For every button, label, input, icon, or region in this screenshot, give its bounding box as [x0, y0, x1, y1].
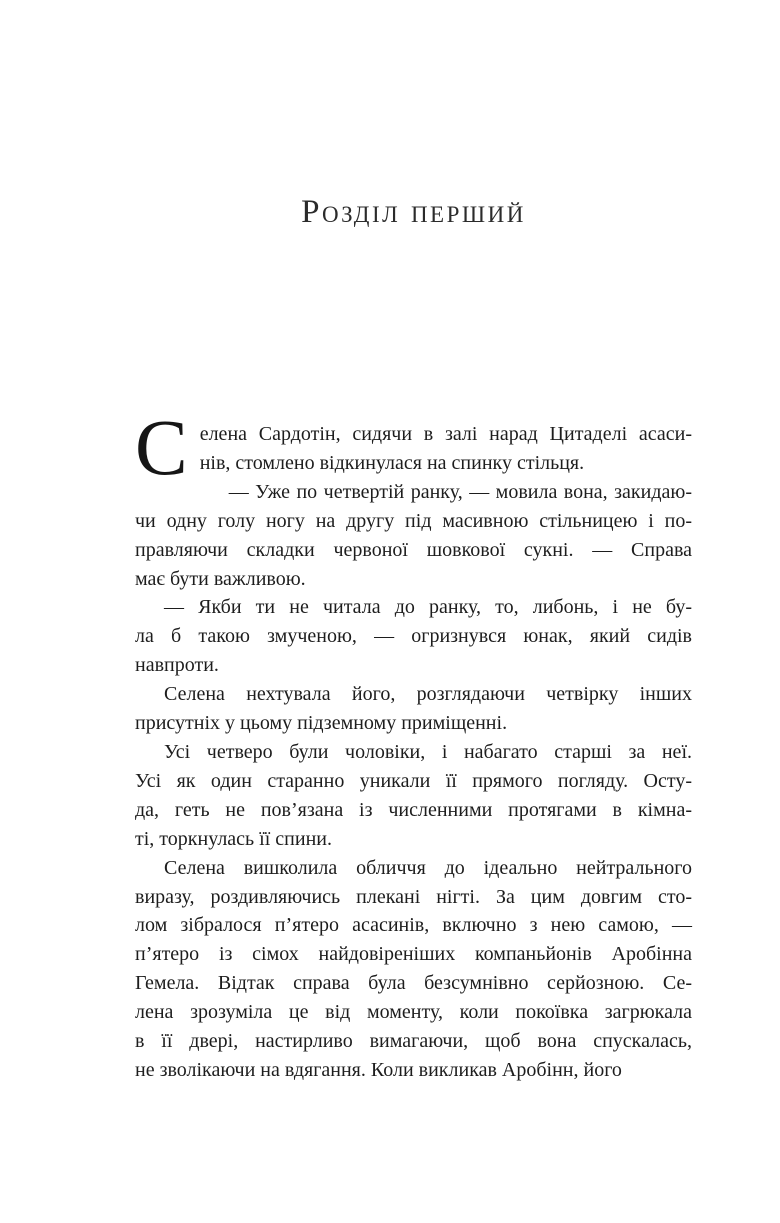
text-line: ла б такою змученою, — огризнувся юнак, який сидів — [135, 625, 692, 648]
text-line: нів, стомлено відкинулася на спинку стільця. — [199, 451, 585, 474]
paragraph — [135, 854, 692, 1085]
text-line: ті, торкнулась її спини. — [135, 827, 332, 850]
paragraph — [135, 478, 692, 594]
paragraph — [135, 680, 692, 738]
text-line: да, геть не пов’язана із численними протягами в кімна- — [135, 798, 692, 821]
text-line: п’ятеро із сімох найдовіреніших компаньйонів Аробінна — [135, 943, 692, 966]
chapter-title: Розділ перший — [301, 194, 526, 230]
text-line: Усі четверо були чоловіки, і набагато старші за неї. — [164, 740, 692, 763]
paragraph — [135, 593, 692, 680]
text-line: правляючи складки червоної шовкової сукні. — Справа — [135, 538, 692, 561]
text-line: не зволікаючи на вдягання. Коли викликав Аробінн, його — [135, 1058, 622, 1081]
page-body — [135, 405, 692, 1085]
text-line: навпроти. — [135, 654, 219, 677]
text-line: Селена вишколила обличчя до ідеально нейтрального — [164, 856, 692, 879]
text-line: Гемела. Відтак справа була безсумнівно серйозною. Се- — [135, 972, 692, 995]
page-content — [135, 0, 692, 1085]
text-line: Селена нехтувала його, розглядаючи четвірку інших — [164, 683, 692, 706]
drop-cap-letter: С — [135, 405, 188, 492]
paragraph — [135, 738, 692, 854]
text-line: чи одну голу ногу на другу під масивною стільницею і по- — [135, 509, 692, 532]
text-line: має бути важливою. — [135, 567, 306, 590]
text-line: елена Сардотін, сидячи в залі нарад Цитаделі асаси- — [199, 423, 692, 445]
text-line: лом зібралося п’ятеро асасинів, включно з нею самою, — — [135, 914, 692, 937]
text-line: — Якби ти не читала до ранку, то, либонь, і не бу- — [164, 596, 692, 619]
text-line: в її двері, настирливо вимагаючи, щоб вона спускалась, — [135, 1030, 692, 1053]
text-line: — Уже по четвертій ранку, — мовила вона, закидаю- — [228, 480, 692, 503]
text-line: лена зрозуміла це від моменту, коли покоївка загрюкала — [135, 1001, 692, 1024]
text-line: виразу, роздивляючись плекані нігті. За цим довгим сто- — [135, 885, 692, 908]
text-line: присутніх у цьому підземному приміщенні. — [135, 712, 508, 735]
text-line: Усі як один старанно уникали її прямого погляду. Осту- — [135, 769, 692, 792]
